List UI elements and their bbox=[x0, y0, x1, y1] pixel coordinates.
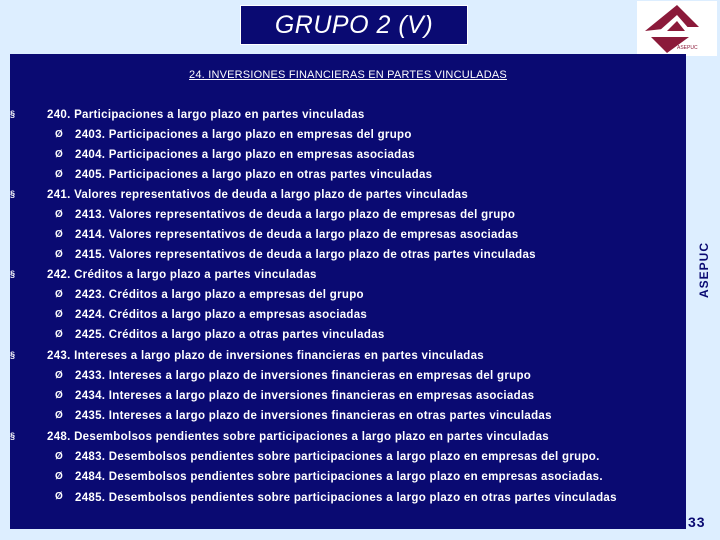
item-text: 2423. Créditos a largo plazo a empresas del grupo bbox=[75, 289, 364, 301]
item-text: 2434. Intereses a largo plazo de inversiones financieras en empresas asociadas bbox=[75, 390, 535, 402]
arrow-bullet-icon: Ø bbox=[55, 289, 64, 300]
item-text: 2414. Valores representativos de deuda a largo plazo de empresas asociadas bbox=[75, 229, 519, 241]
item-text: 240. Participaciones a largo plazo en partes vinculadas bbox=[47, 109, 365, 121]
slide-title: GRUPO 2 (V) bbox=[240, 5, 468, 45]
page-number: 33 bbox=[688, 514, 706, 530]
arrow-bullet-icon: Ø bbox=[55, 471, 64, 482]
item-text: 2404. Participaciones a largo plazo en empresas asociadas bbox=[75, 149, 415, 161]
bullet-icon: § bbox=[10, 189, 16, 199]
side-label-text: ASEPUC bbox=[697, 241, 711, 299]
arrow-bullet-icon: Ø bbox=[55, 149, 64, 160]
arrow-bullet-icon: Ø bbox=[55, 451, 64, 462]
arrow-bullet-icon: Ø bbox=[55, 390, 64, 401]
bullet-icon: § bbox=[10, 431, 16, 441]
asepuc-logo-icon bbox=[637, 1, 717, 56]
item-text: 248. Desembolsos pendientes sobre participaciones a largo plazo en partes vinculadas bbox=[47, 431, 549, 443]
arrow-bullet-icon: Ø bbox=[55, 209, 64, 220]
item-text: 2484. Desembolsos pendientes sobre participaciones a largo plazo en empresas asociadas. bbox=[75, 471, 603, 483]
item-text: 2413. Valores representativos de deuda a largo plazo de empresas del grupo bbox=[75, 209, 516, 221]
bullet-icon: § bbox=[10, 269, 16, 279]
item-text: 2403. Participaciones a largo plazo en empresas del grupo bbox=[75, 129, 412, 141]
content-panel bbox=[10, 54, 686, 529]
item-text: 2415. Valores representativos de deuda a largo plazo de otras partes vinculadas bbox=[75, 249, 536, 261]
section-heading: 24. INVERSIONES FINANCIERAS EN PARTES VINCULADAS bbox=[189, 69, 507, 81]
arrow-bullet-icon: Ø bbox=[55, 249, 64, 260]
arrow-bullet-icon: Ø bbox=[55, 309, 64, 320]
item-text: 2435. Intereses a largo plazo de inversiones financieras en otras partes vinculadas bbox=[75, 410, 552, 422]
item-text: 2433. Intereses a largo plazo de inversiones financieras en empresas del grupo bbox=[75, 370, 532, 382]
arrow-bullet-icon: Ø bbox=[55, 169, 64, 180]
item-text: 2405. Participaciones a largo plazo en otras partes vinculadas bbox=[75, 169, 433, 181]
asepuc-logo bbox=[637, 1, 717, 56]
arrow-bullet-icon: Ø bbox=[55, 129, 64, 140]
arrow-bullet-icon: Ø bbox=[55, 491, 64, 502]
item-text: 2485. Desembolsos pendientes sobre participaciones a largo plazo en otras partes vinculadas bbox=[75, 492, 617, 504]
bullet-icon: § bbox=[10, 350, 16, 360]
side-label bbox=[693, 235, 715, 305]
bullet-icon: § bbox=[10, 109, 16, 119]
item-text: 241. Valores representativos de deuda a largo plazo de partes vinculadas bbox=[47, 189, 469, 201]
logo-text: ASEPUC bbox=[677, 45, 698, 51]
arrow-bullet-icon: Ø bbox=[55, 229, 64, 240]
item-text: 2483. Desembolsos pendientes sobre participaciones a largo plazo en empresas del grupo. bbox=[75, 451, 600, 463]
arrow-bullet-icon: Ø bbox=[55, 370, 64, 381]
arrow-bullet-icon: Ø bbox=[55, 410, 64, 421]
item-text: 2424. Créditos a largo plazo a empresas asociadas bbox=[75, 309, 368, 321]
arrow-bullet-icon: Ø bbox=[55, 329, 64, 340]
item-text: 2425. Créditos a largo plazo a otras partes vinculadas bbox=[75, 329, 385, 341]
item-text: 243. Intereses a largo plazo de inversiones financieras en partes vinculadas bbox=[47, 350, 484, 362]
item-text: 242. Créditos a largo plazo a partes vinculadas bbox=[47, 269, 317, 281]
